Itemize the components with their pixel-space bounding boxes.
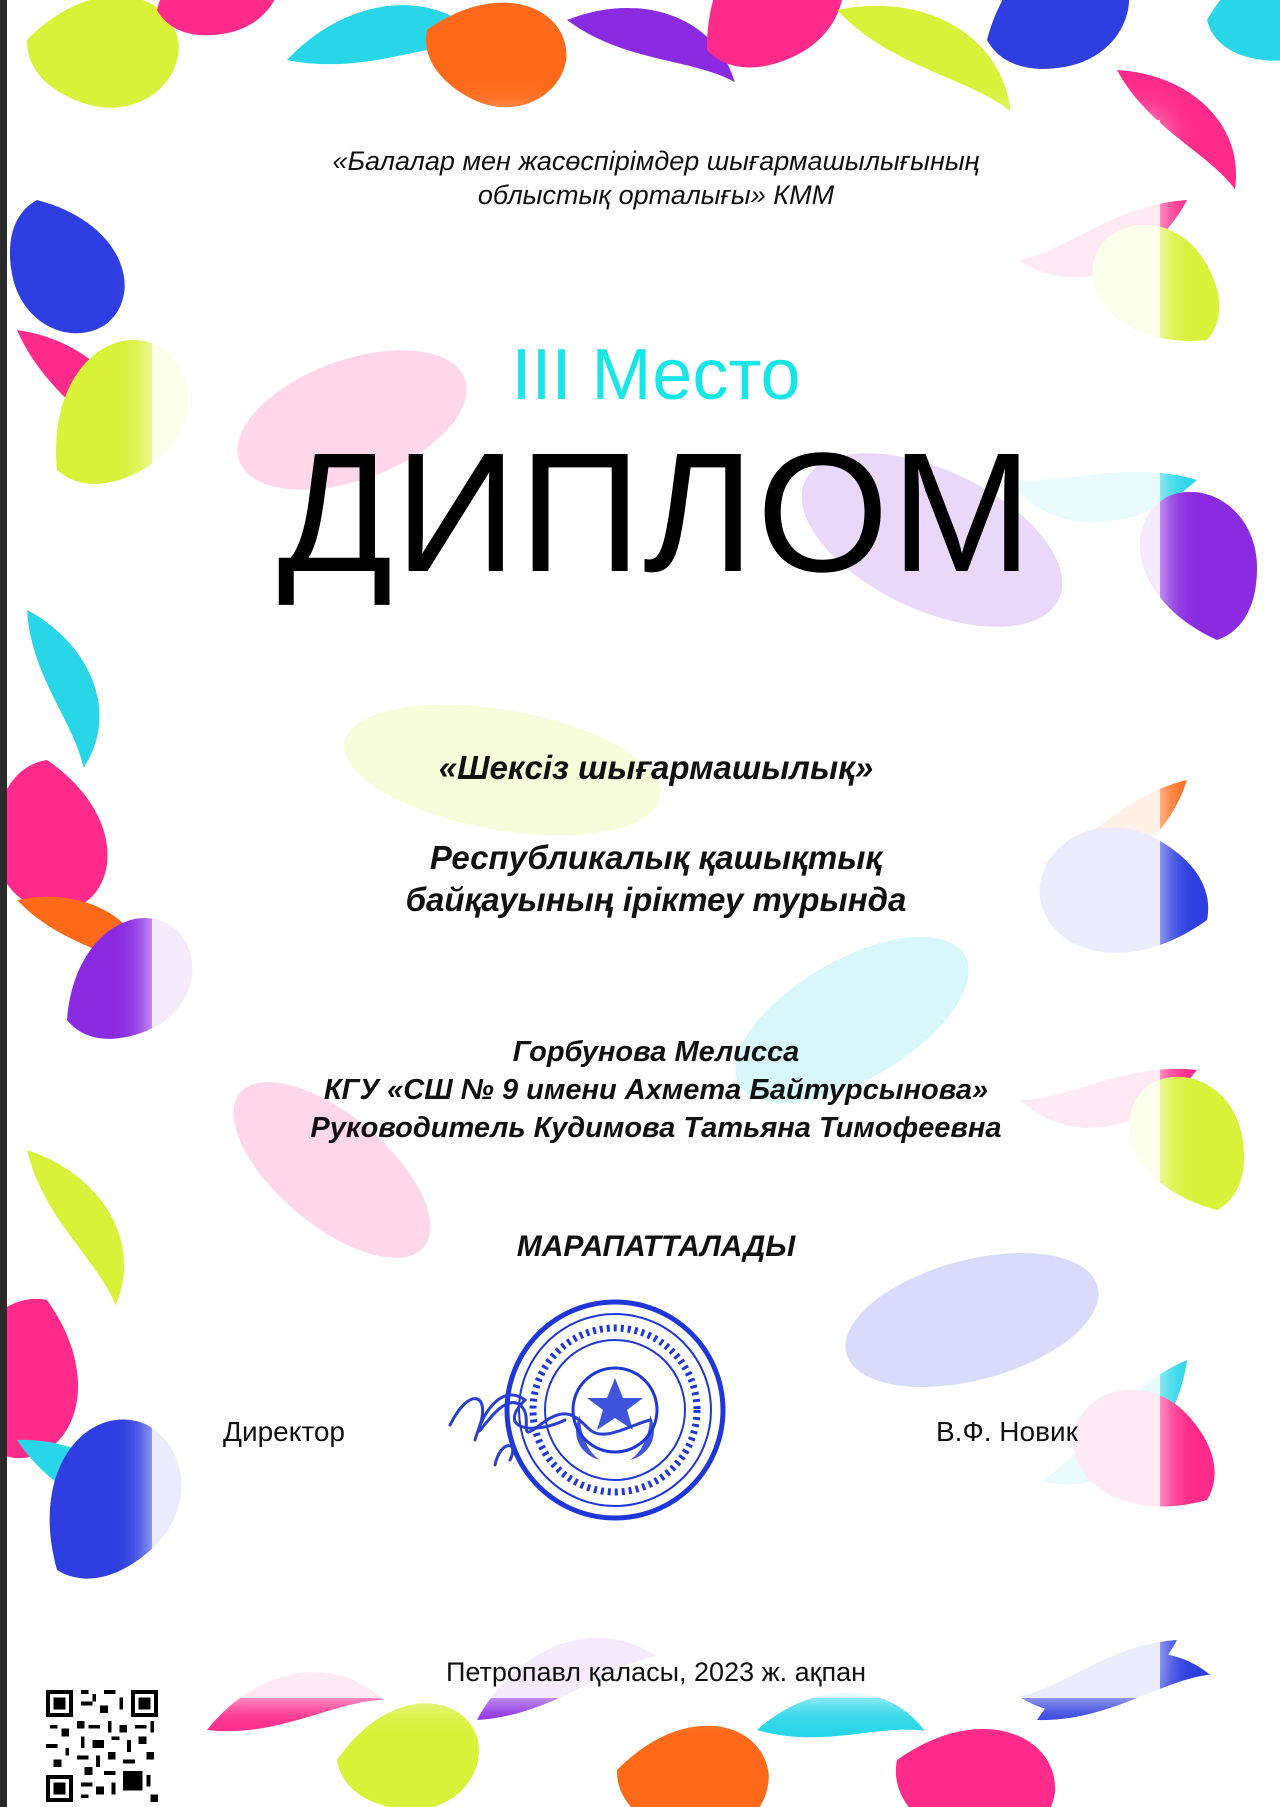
diploma-title: ДИПЛОМ — [277, 418, 1035, 608]
recipient-block — [152, 1033, 1160, 1147]
recipient-school: КГУ «СШ № 9 имени Ахмета Байтурсынова» — [323, 1074, 989, 1106]
state-emblem-seal-icon — [440, 1290, 780, 1530]
page-edge-rule — [0, 0, 7, 1807]
organization-line-2: облыстық орталығы» КММ — [477, 180, 835, 210]
award-word: МАРАПАТТАЛАДЫ — [516, 1230, 796, 1263]
round-line-2: байқауының іріктеу турында — [405, 881, 907, 918]
place-label: III Место — [511, 335, 801, 415]
qr-code-icon[interactable] — [46, 1690, 158, 1802]
organization-name — [152, 144, 1160, 212]
round-line-1: Республикалық қашықтық — [429, 839, 883, 876]
recipient-supervisor: Руководитель Кудимова Татьяна Тимофеевна — [310, 1112, 1002, 1144]
organization-line-1: «Балалар мен жасөспірімдер шығармашылығының — [332, 146, 980, 176]
contest-name: «Шексіз шығармашылық» — [438, 749, 874, 786]
recipient-name: Горбунова Мелисса — [512, 1036, 800, 1068]
signatory-name: В.Ф. Новик — [936, 1416, 1078, 1447]
city-and-date: Петропавл қаласы, 2023 ж. ақпан — [445, 1657, 867, 1687]
contest-round — [152, 837, 1160, 921]
signatory-role: Директор — [223, 1416, 345, 1447]
